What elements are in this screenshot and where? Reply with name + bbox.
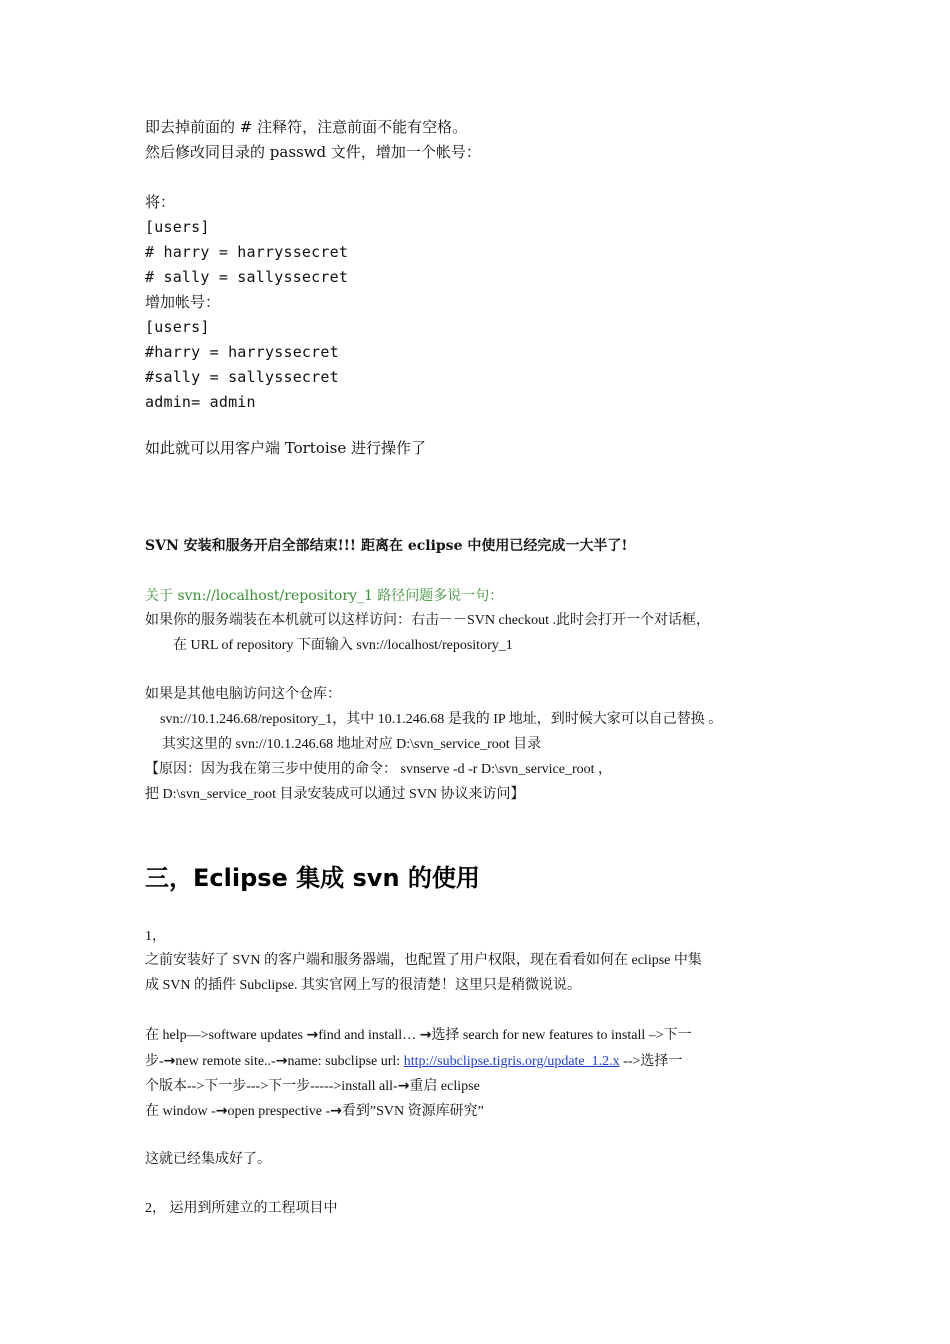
code-line: #harry = harryssecret: [145, 343, 339, 361]
green-note: 关于 svn://localhost/repository_1 路径问题多说一句：: [145, 588, 504, 604]
text-fragment: 选择 search for new features to install –>下一: [431, 1028, 692, 1043]
code-line: [users]: [145, 218, 210, 236]
text-line: [145, 1051, 682, 1072]
code-line: admin= admin: [145, 393, 256, 411]
arrow-icon: →: [397, 1078, 410, 1094]
arrow-icon: →: [330, 1103, 342, 1119]
text-line: 2， 运用到所建立的工程项目中: [145, 1201, 338, 1216]
arrow-icon: →: [306, 1027, 319, 1043]
text-line: 如果是其他电脑访问这个仓库：: [145, 687, 341, 702]
text-fragment: -->选择一: [619, 1054, 683, 1069]
text-fragment: open prespective -: [227, 1104, 331, 1119]
arrow-icon: →: [419, 1027, 432, 1043]
text-line: 之前安装好了 SVN 的客户端和服务器端，也配置了用户权限，现在看看如何在 eclipse 中集: [145, 953, 702, 968]
text-fragment: 在 window -: [145, 1104, 216, 1119]
text-line: 将：: [145, 193, 176, 211]
text-fragment: 在 help—>software updates: [145, 1028, 307, 1043]
text-line: 即去掉前面的 # 注释符，注意前面不能有空格。: [145, 118, 468, 136]
text-line: svn://10.1.246.68/repository_1，其中 10.1.246.68 是我的 IP 地址，到时候大家可以自己替换 。: [160, 712, 723, 727]
code-line: # sally = sallyssecret: [145, 268, 349, 286]
text-fragment: name: subclipse url:: [287, 1054, 404, 1069]
text-line: 成 SVN 的插件 Subclipse. 其实官网上写的很清楚！这里只是稍微说说。: [145, 978, 581, 993]
text-fragment: 步-: [145, 1054, 164, 1069]
text-line: 增加帐号：: [145, 293, 221, 311]
text-line: 这就已经集成好了。: [145, 1152, 271, 1167]
text-line: 如此就可以用客户端 Tortoise 进行操作了: [145, 439, 427, 457]
text-fragment: new remote site..-: [175, 1054, 276, 1069]
text-fragment: find and install…: [318, 1028, 420, 1043]
text-line: [145, 1025, 692, 1046]
text-line: 1，: [145, 929, 166, 944]
text-fragment: 个版本-->下一步--->下一步----->install all-: [145, 1079, 398, 1094]
arrow-icon: →: [275, 1053, 288, 1069]
text-line: 【原因：因为我在第三步中使用的命令： svnserve -d -r D:\svn_service_root ，: [145, 762, 613, 777]
subclipse-update-link[interactable]: http://subclipse.tigris.org/update_1.2.x: [403, 1054, 620, 1069]
text-fragment: 重启 eclipse: [409, 1079, 480, 1094]
text-line: [145, 1101, 484, 1122]
text-line: 如果你的服务端装在本机就可以这样访问：右击－－SVN checkout .此时会打开一个对话框，: [145, 613, 711, 628]
code-line: # harry = harryssecret: [145, 243, 349, 261]
bold-note: SVN 安装和服务开启全部结束!!! 距离在 eclipse 中使用已经完成一大半了!: [145, 538, 628, 554]
text-fragment: 看到”SVN 资源库研究”: [341, 1104, 484, 1119]
code-line: #sally = sallyssecret: [145, 368, 339, 386]
text-line: 把 D:\svn_service_root 目录安装成可以通过 SVN 协议来访问】: [145, 787, 525, 802]
arrow-icon: →: [163, 1053, 176, 1069]
arrow-icon: →: [215, 1103, 228, 1119]
code-line: [users]: [145, 318, 210, 336]
text-line: 然后修改同目录的 passwd 文件，增加一个帐号：: [145, 143, 481, 161]
section-heading: 三，Eclipse 集成 svn 的使用: [145, 864, 480, 892]
text-line: [145, 1076, 480, 1097]
text-line: 其实这里的 svn://10.1.246.68 地址对应 D:\svn_service_root 目录: [162, 737, 542, 752]
text-line: 在 URL of repository 下面输入 svn://localhost/repository_1: [173, 638, 513, 653]
